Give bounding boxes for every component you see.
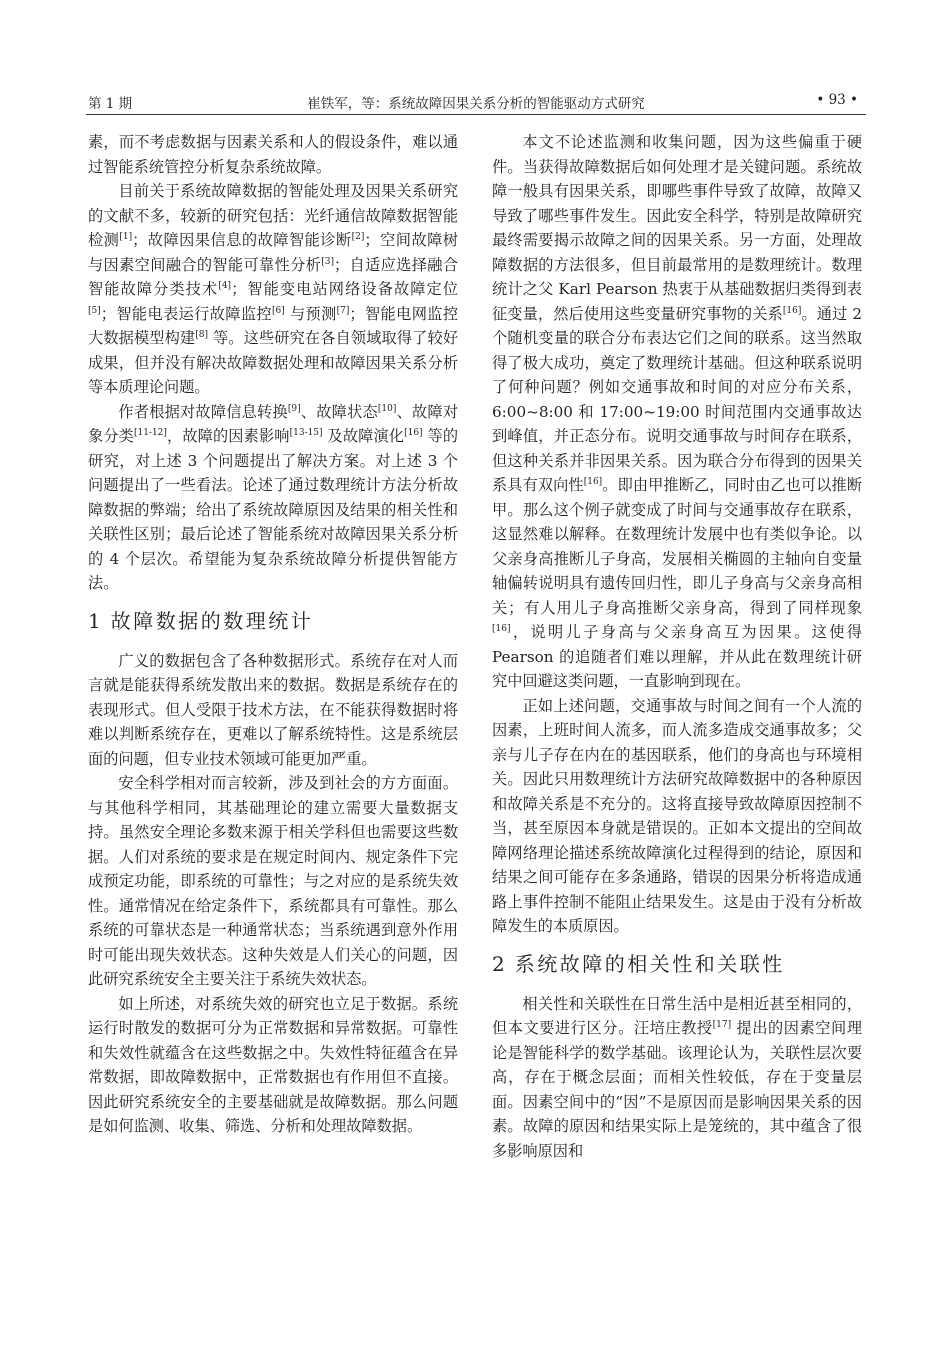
section-title: 故障数据的数理统计: [110, 608, 314, 633]
paragraph: 广义的数据包含了各种数据形式。系统存在对人而言就是能获得系统发散出来的数据。数据是系统存在的表现形式。但人受限于技术方法，在不能获得数据时将难以判断系统存在，更难以了解系统特性。这是系统层面的问题，但专业技术领域可能更加严重。: [88, 651, 458, 768]
paragraph: [88, 179, 458, 400]
header-divider: [86, 114, 866, 115]
section-title: 系统故障的相关性和关联性: [514, 951, 785, 976]
paragraph: 如上所述，对系统失效的研究也立足于数据。系统运行时散发的数据可分为正常数据和异常数据。可靠性和失效性就蕴含在这些数据之中。失效性特征蕴含在异常数据，即故障数据中，正常数据也有作用但不直接。因此研究系统安全的主要基础就是故障数据。那么问题是如何监测、收集、筛选、分析和处理故障数据。: [88, 994, 458, 1135]
citation[interactable]: [3]: [321, 256, 334, 267]
page-number: • 93 •: [816, 92, 858, 108]
text-run: 提出的因素空间理论是智能科学的数学基础。该理论认为，关联性层次要高，存在于概念层面；而相关性较低，存在于变量层面。因素空间中的“因”不是原因而是影响因果关系的因素。故障的原因和结果实际上是笼统的，其中蕴含了很多影响原因和: [492, 1019, 863, 1160]
text-run: ；智能电表运行故障监控: [100, 304, 272, 323]
text-run: 目前关于系统故障数据的智能处理及因果关系研究的文献不多，较新的研究包括：光纤通信故障数据智能检测: [88, 182, 458, 249]
issue-label: 第 1 期: [88, 96, 133, 112]
citation[interactable]: [6]: [272, 305, 285, 316]
running-header: [86, 87, 866, 113]
text-run: 等的研究，对上述 3 个问题提出了解决方案。对上述 3 个问题提出了一些看法。论述了通过数理统计方法分析故障数据的弊端；给出了系统故障原因及结果的相关性和关联性区别；最后论述了智能系统对故障因果关系分析的 4 个层次。希望能为复杂系统故障分析提供智能方法。: [88, 427, 459, 592]
citation[interactable]: [16]: [782, 305, 802, 316]
paragraph: [492, 992, 862, 1164]
section-heading: [88, 606, 458, 636]
text-run: 及故障演化: [322, 427, 405, 445]
text-run: ，说明儿子身高与父亲身高互为因果。这使得 Pearson 的追随者们难以理解，并从此在数理统计研究中回避这类问题，一直影响到现在。: [492, 623, 862, 690]
running-title: 崔铁军，等：系统故障因果关系分析的智能驱动方式研究: [307, 96, 645, 112]
text-run: 、故障对象分类: [88, 402, 459, 445]
text-run: 。即由甲推断乙，同时由乙也可以推断甲。那么这个例子就变成了时间与交通事故存在联系，这显然难以解释。在数理统计发展中也有类似争论。以父亲身高推断儿子身高，发展相关椭圆的主轴向自变量轴偏转说明具有遗传回归性，即儿子身高与父亲身高相关；有人用儿子身高推断父亲身高，得到了同样现象: [492, 476, 863, 617]
text-run: ；自适应选择融合智能故障分类技术: [88, 255, 459, 298]
paragraph: [88, 400, 458, 596]
citation[interactable]: [7]: [336, 305, 350, 316]
section-heading: [492, 949, 862, 979]
text-run: 相关性和关联性在日常生活中是相近甚至相同的，但本文要进行区分。汪培庄教授: [492, 994, 862, 1037]
text-run: 、故障状态: [300, 402, 378, 421]
citation[interactable]: [16]: [492, 623, 511, 634]
citation[interactable]: [5]: [88, 305, 101, 316]
citation[interactable]: [8]: [195, 329, 209, 340]
paragraph: 正如上述问题，交通事故与时间之间有一个人流的因素，上班时间人流多，而人流多造成交通事故多；父亲与儿子存在内在的基因联系，他们的身高也与环境相关。因此只用数理统计方法研究故障数据中的各种原因和故障关系是不充分的。这将直接导致故障原因控制不当，甚至原因本身就是错误的。正如本文提出的空间故障网络理论描述系统故障演化过程得到的结论，原因和结果之间可能存在多条通路，错误的因果分析将造成通路上事件控制不能阻止结果发生。这是由于没有分析故障发生的本质原因。: [492, 696, 862, 935]
text-run: ，故障的因素影响: [166, 427, 290, 445]
text-run: ；故障因果信息的故障智能诊断: [132, 231, 352, 249]
citation[interactable]: [2]: [351, 231, 365, 242]
left-column: [88, 130, 458, 1139]
citation[interactable]: [11-12]: [133, 427, 167, 438]
text-run: 等。这些研究在各自领域取得了较好成果，但并没有解决故障数据处理和故障因果关系分析等本质理论问题。: [88, 329, 459, 396]
text-run: 与预测: [284, 304, 337, 323]
paragraph: [492, 130, 862, 694]
right-column: [492, 130, 862, 1163]
text-run: ；智能变电站网络设备故障定位: [231, 280, 459, 298]
citation[interactable]: [4]: [218, 280, 232, 291]
citation[interactable]: [13-15]: [289, 427, 323, 438]
paragraph: 安全科学相对而言较新，涉及到社会的方方面面。与其他科学相同，其基础理论的建立需要大量数据支持。虽然安全理论多数来源于相关学科但也需要这些数据。人们对系统的要求是在规定时间内、规定条件下完成预定功能，即系统的可靠性；与之对应的是系统失效性。通常情况在给定条件下，系统都具有可靠性。那么系统的可靠状态是一种通常状态；当系统遇到意外作用时可能出现失效状态。这种失效是人们关心的问题，因此研究系统安全主要关注于系统失效状态。: [88, 774, 458, 988]
text-run: 作者根据对故障信息转换: [118, 402, 288, 421]
citation[interactable]: [16]: [404, 427, 423, 438]
citation[interactable]: [17]: [712, 1019, 732, 1030]
section-number: 1: [88, 608, 101, 633]
paragraph: 素，而不考虑数据与因素关系和人的假设条件，难以通过智能系统管控分析复杂系统故障。: [88, 133, 458, 176]
text-run: 本文不论述监测和收集问题，因为这些偏重于硬件。当获得故障数据后如何处理才是关键问题。系统故障一般具有因果关系，即哪些事件导致了故障，故障又导致了哪些事件发生。因此安全科学，特别是故障研究最终需要揭示故障之间的因果关系。另一方面，处理故障数据的方法很多，但目前最常用的是数理统计。数理统计之父 Karl Pearson 热衷于从基础数据归类得到表征变量，然后使用这些变量研究事物的关系: [492, 133, 862, 323]
text-run: ；智能电网监控大数据模型构建: [88, 304, 459, 347]
citation[interactable]: [9]: [287, 403, 301, 414]
text-run: ；空间故障树与因素空间融合的智能可靠性分析: [88, 231, 459, 274]
citation[interactable]: [1]: [119, 231, 133, 242]
section-number: 2: [492, 951, 505, 976]
citation[interactable]: [16]: [583, 476, 603, 487]
citation[interactable]: [10]: [377, 403, 397, 414]
text-run: 。通过 2 个随机变量的联合分布表达它们之间的联系。这当然取得了极大成功，奠定了数理统计基础。但这种联系说明了何种问题？例如交通事故和时间的对应分布关系，6:00~8:00 和 17:00~19:00 时间范围内交通事故达到峰值，并正态分布。说明交通事故与时间存在联系，但这种关系并非因果关系。因为联合分布得到的因果关系具有双向性: [492, 304, 862, 494]
